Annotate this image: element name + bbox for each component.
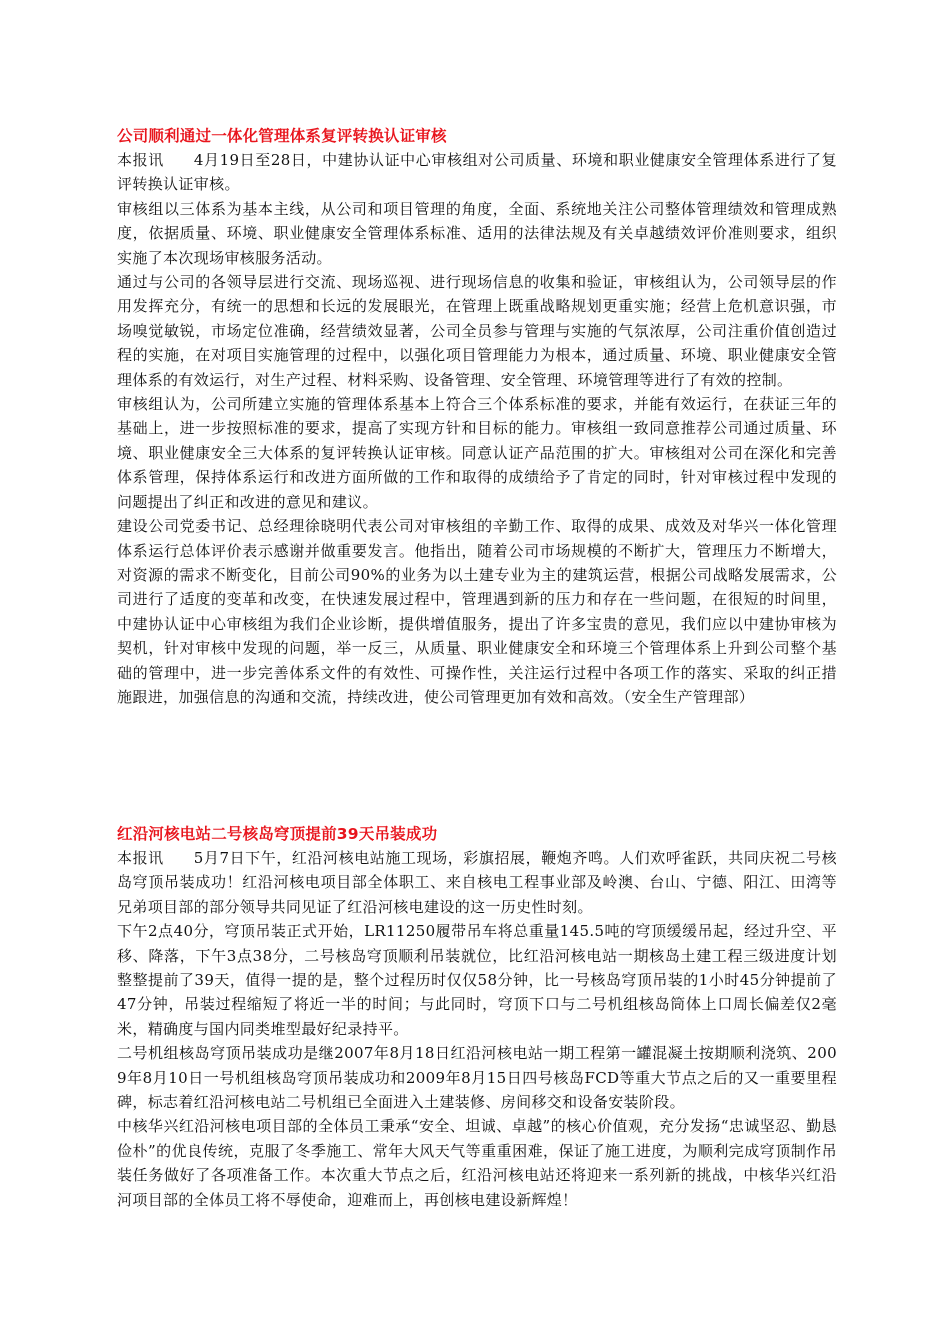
article-paragraph: 审核组以三体系为基本主线，从公司和项目管理的角度，全面、系统地关注公司整体管理绩效和管理成熟度，依据质量、环境、职业健康安全管理体系标准、适用的法律法规及有关卓越绩效评价准则要求，组织实施了本次现场审核服务活动。 [117, 199, 837, 267]
article-lead-paragraph [117, 846, 837, 919]
article-headline: 红沿河核电站二号核岛穹顶提前39天吊装成功 [117, 825, 438, 843]
lead-text: 4月19日至28日，中建协认证中心审核组对公司质量、环境和职业健康安全管理体系进行了复评转换认证审核。 [117, 151, 837, 194]
article-paragraph: 二号机组核岛穹顶吊装成功是继2007年8月18日红沿河核电站一期工程第一罐混凝土按期顺利浇筑、2009年8月10日一号机组核岛穹顶吊装成功和2009年8月15日四号核岛FCD等重大节点之后的又一重要里程碑，标志着红沿河核电站二号机组已全面进入土建装修、房间移交和设备安装阶段。 [117, 1044, 837, 1112]
article-paragraph: 建设公司党委书记、总经理徐晓明代表公司对审核组的辛勤工作、取得的成果、成效及对华兴一体化管理体系运行总体评价表示感谢并做重要发言。他指出，随着公司市场规模的不断扩大，管理压力不断增大，对资源的需求不断变化，目前公司90%的业务为以土建专业为主的建筑运营，根据公司战略发展需求，公司进行了适度的变革和改变，在快速发展过程中，管理遇到新的压力和存在一些问题，在很短的时间里，中建协认证中心审核组为我们企业诊断，提供增值服务，提出了许多宝贵的意见，我们应以中建协审核为契机，针对审核中发现的问题，举一反三，从质量、职业健康安全和环境三个管理体系上升到公司整个基础的管理中，进一步完善体系文件的有效性、可操作性，关注运行过程中各项工作的落实、采取的纠正措施跟进，加强信息的沟通和交流，持续改进，使公司管理更加有效和高效。（安全生产管理部） [117, 517, 837, 706]
article-paragraph: 下午2点40分，穹顶吊装正式开始，LR11250履带吊车将总重量145.5吨的穹顶缓缓吊起，经过升空、平移、降落，下午3点38分，二号核岛穹顶顺利吊装就位，比红沿河核电站一期核岛土建工程三级进度计划整整提前了39天，值得一提的是，整个过程历时仅仅58分钟，比一号核岛穹顶吊装的1小时45分钟提前了47分钟，吊装过程缩短了将近一半的时间；与此同时，穹顶下口与二号机组核岛筒体上口周长偏差仅2毫米，精确度与国内同类堆型最好纪录持平。 [117, 922, 837, 1038]
article-headline: 公司顺利通过一体化管理体系复评转换认证审核 [117, 127, 447, 145]
lead-text: 5月7日下午，红沿河核电站施工现场，彩旗招展，鞭炮齐鸣。人们欢呼雀跃，共同庆祝二号核岛穹顶吊装成功！红沿河核电项目部全体职工、来自核电工程事业部及岭澳、台山、宁德、阳江、田湾等兄弟项目部的部分领导共同见证了红沿河核电建设的这一历史性时刻。 [117, 849, 837, 916]
news-article-dome-hoisting [117, 823, 837, 1212]
article-paragraph: 通过与公司的各领导层进行交流、现场巡视、进行现场信息的收集和验证，审核组认为，公司领导层的作用发挥充分，有统一的思想和长远的发展眼光，在管理上既重战略规划更重实施；经营上危机意识强，市场嗅觉敏锐，市场定位准确，经营绩效显著，公司全员参与管理与实施的气氛浓厚，公司注重价值创造过程的实施，在对项目实施管理的过程中，以强化项目管理能力为根本，通过质量、环境、职业健康安全管理体系的有效运行，对生产过程、材料采购、设备管理、安全管理、环境管理等进行了有效的控制。 [117, 273, 837, 389]
dateline-label: 本报讯 [117, 849, 164, 867]
news-article-certification-audit [117, 125, 837, 709]
article-paragraph: 中核华兴红沿河核电项目部的全体员工秉承“安全、坦诚、卓越”的核心价值观，充分发扬“忠诚坚忍、勤恳俭朴”的优良传统，克服了冬季施工、常年大风天气等重重困难，保证了施工进度，为顺利完成穹顶制作吊装任务做好了各项准备工作。本次重大节点之后，红沿河核电站还将迎来一系列新的挑战，中核华兴红沿河项目部的全体员工将不辱使命，迎难而上，再创核电建设新辉煌！ [117, 1117, 837, 1209]
article-paragraph: 审核组认为，公司所建立实施的管理体系基本上符合三个体系标准的要求，并能有效运行，在获证三年的基础上，进一步按照标准的要求，提高了实现方针和目标的能力。审核组一致同意推荐公司通过质量、环境、职业健康安全三大体系的复评转换认证审核。同意认证产品范围的扩大。审核组对公司在深化和完善体系管理，保持体系运行和改进方面所做的工作和取得的成绩给予了肯定的同时，针对审核过程中发现的问题提出了纠正和改进的意见和建议。 [117, 395, 837, 511]
dateline-label: 本报讯 [117, 151, 164, 169]
article-lead-paragraph [117, 148, 837, 197]
